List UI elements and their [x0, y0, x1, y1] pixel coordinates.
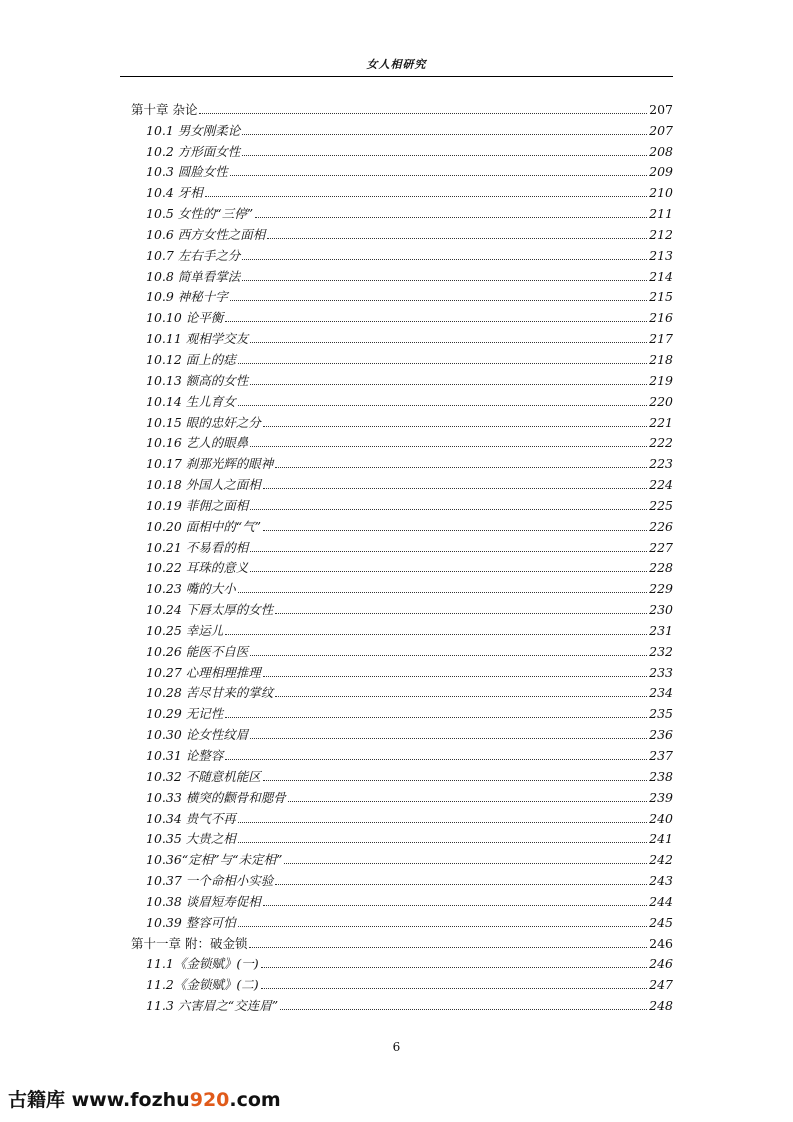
toc-leader-dots: [242, 134, 647, 135]
toc-entry-page: 231: [649, 622, 673, 638]
toc-leader-dots: [199, 113, 647, 114]
toc-entry-title: 10.32 不随意机能区: [146, 768, 261, 784]
toc-entry-title: 10.10 论平衡: [146, 310, 224, 326]
toc-chapter-entry[interactable]: [131, 930, 673, 951]
toc-entry-title: 10.13 额高的女性: [146, 372, 249, 388]
toc-section-entry[interactable]: [131, 409, 673, 430]
toc-section-entry[interactable]: [131, 471, 673, 492]
toc-entry-page: 212: [649, 226, 673, 242]
toc-leader-dots: [230, 300, 647, 301]
toc-entry-page: 244: [649, 893, 673, 909]
toc-leader-dots: [238, 842, 647, 843]
toc-entry-title: 11.1《金锁赋》(一): [146, 956, 259, 972]
toc-leader-dots: [238, 363, 647, 364]
toc-leader-dots: [288, 801, 647, 802]
toc-section-entry[interactable]: [131, 179, 673, 200]
toc-entry-page: 218: [649, 351, 673, 367]
toc-leader-dots: [250, 342, 647, 343]
toc-entry-page: 220: [649, 393, 673, 409]
header-rule: [120, 76, 673, 77]
toc-section-entry[interactable]: [131, 721, 673, 742]
toc-entry-page: 219: [649, 372, 673, 388]
toc-entry-title: 10.22 耳珠的意义: [146, 560, 249, 576]
toc-entry-title: 10.19 菲佣之面相: [146, 497, 249, 513]
toc-entry-page: 213: [649, 247, 673, 263]
toc-entry-title: 10.38 谈眉短寿促相: [146, 893, 261, 909]
toc-leader-dots: [250, 738, 647, 739]
toc-entry-page: 215: [649, 289, 673, 305]
toc-entry-title: 10.1 男女刚柔论: [146, 122, 241, 138]
toc-section-entry[interactable]: [131, 951, 673, 972]
site-watermark: [8, 1085, 281, 1112]
toc-entry-page: 241: [649, 831, 673, 847]
toc-entry-page: 246: [649, 956, 673, 972]
toc-leader-dots: [238, 592, 647, 593]
toc-entry-title: 10.5 女性的“三停”: [146, 206, 254, 222]
toc-leader-dots: [225, 759, 647, 760]
toc-section-entry[interactable]: [131, 867, 673, 888]
toc-section-entry[interactable]: [131, 492, 673, 513]
toc-section-entry[interactable]: [131, 242, 673, 263]
toc-section-entry[interactable]: [131, 888, 673, 909]
toc-leader-dots: [225, 321, 647, 322]
toc-entry-title: 10.6 西方女性之面相: [146, 226, 266, 242]
toc-leader-dots: [249, 947, 647, 948]
toc-entry-title: 10.9 神秘十字: [146, 289, 228, 305]
toc-entry-page: 208: [649, 143, 673, 159]
toc-leader-dots: [284, 863, 647, 864]
toc-section-entry[interactable]: [131, 700, 673, 721]
watermark-brand: 古籍库 www.fozhu: [8, 1089, 190, 1111]
toc-entry-title: 10.16 艺人的眼鼻: [146, 435, 249, 451]
toc-entry-page: 227: [649, 539, 673, 555]
toc-entry-title: 11.2《金锁赋》(二): [146, 977, 259, 993]
toc-entry-page: 226: [649, 518, 673, 534]
toc-entry-page: 247: [649, 977, 673, 993]
toc-section-entry[interactable]: [131, 200, 673, 221]
toc-leader-dots: [280, 1009, 647, 1010]
toc-leader-dots: [263, 676, 647, 677]
toc-entry-title: 10.20 面相中的“气”: [146, 518, 262, 534]
toc-leader-dots: [238, 822, 647, 823]
toc-entry-page: 230: [649, 602, 673, 618]
toc-section-entry[interactable]: [131, 909, 673, 930]
toc-entry-title: 10.4 牙相: [146, 185, 203, 201]
toc-section-entry[interactable]: [131, 325, 673, 346]
toc-entry-title: 10.26 能医不自医: [146, 643, 249, 659]
toc-entry-title: 10.14 生儿育女: [146, 393, 236, 409]
toc-section-entry[interactable]: [131, 596, 673, 617]
toc-section-entry[interactable]: [131, 513, 673, 534]
toc-entry-title: 10.30 论女性纹眉: [146, 727, 249, 743]
toc-section-entry[interactable]: [131, 263, 673, 284]
toc-entry-page: 235: [649, 706, 673, 722]
toc-entry-page: 248: [649, 998, 673, 1014]
toc-entry-page: 210: [649, 185, 673, 201]
toc-entry-title: 10.33 横突的颧骨和腮骨: [146, 789, 286, 805]
toc-leader-dots: [242, 259, 647, 260]
toc-entry-page: 223: [649, 456, 673, 472]
toc-entry-page: 242: [649, 852, 673, 868]
toc-entry-page: 222: [649, 435, 673, 451]
toc-section-entry[interactable]: [131, 117, 673, 138]
toc-section-entry[interactable]: [131, 367, 673, 388]
toc-leader-dots: [225, 717, 647, 718]
toc-leader-dots: [250, 384, 647, 385]
toc-entry-page: 243: [649, 873, 673, 889]
toc-leader-dots: [261, 967, 648, 968]
toc-leader-dots: [242, 280, 647, 281]
watermark-accent: 920: [189, 1089, 230, 1111]
toc-section-entry[interactable]: [131, 555, 673, 576]
toc-entry-page: 228: [649, 560, 673, 576]
toc-chapter-entry[interactable]: [131, 96, 673, 117]
toc-leader-dots: [230, 175, 647, 176]
toc-entry-page: 236: [649, 727, 673, 743]
toc-section-entry[interactable]: [131, 346, 673, 367]
toc-leader-dots: [205, 196, 647, 197]
toc-entry-title: 10.31 论整容: [146, 748, 224, 763]
toc-entry-title: 10.24 下唇太厚的女性: [146, 602, 274, 618]
toc-leader-dots: [275, 696, 647, 697]
toc-entry-title: 10.27 心理相理推理: [146, 664, 261, 680]
toc-entry-title: 10.28 苦尽甘来的掌纹: [146, 685, 274, 701]
toc-entry-title: 10.11 观相学交友: [146, 331, 249, 347]
toc-section-entry[interactable]: [131, 159, 673, 180]
toc-leader-dots: [250, 446, 647, 447]
toc-leader-dots: [263, 530, 647, 531]
toc-section-entry[interactable]: [131, 304, 673, 325]
toc-section-entry[interactable]: [131, 992, 673, 1013]
toc-leader-dots: [250, 571, 647, 572]
toc-leader-dots: [263, 426, 647, 427]
toc-section-entry[interactable]: [131, 430, 673, 451]
toc-leader-dots: [250, 509, 647, 510]
toc-entry-title: 10.8 简单看掌法: [146, 268, 241, 284]
toc-section-entry[interactable]: [131, 846, 673, 867]
toc-section-entry[interactable]: [131, 534, 673, 555]
toc-entry-page: 234: [649, 685, 673, 701]
toc-leader-dots: [263, 905, 647, 906]
toc-section-entry[interactable]: [131, 617, 673, 638]
toc-entry-page: 245: [649, 914, 673, 930]
toc-entry-page: 237: [649, 748, 673, 763]
toc-leader-dots: [263, 780, 647, 781]
table-of-contents: [131, 96, 673, 1013]
toc-entry-title: 10.21 不易看的相: [146, 539, 249, 555]
toc-entry-page: 214: [649, 268, 673, 284]
toc-entry-title: 第十一章 附：破金锁: [131, 935, 248, 951]
toc-entry-title: 10.23 嘴的大小: [146, 581, 236, 597]
toc-entry-title: 10.18 外国人之面相: [146, 477, 261, 493]
toc-entry-title: 第十章 杂论: [131, 101, 198, 117]
toc-entry-title: 10.36“定相”与“未定相”: [146, 852, 283, 868]
toc-entry-title: 10.15 眼的忠奸之分: [146, 414, 261, 430]
toc-entry-page: 207: [649, 122, 673, 138]
toc-section-entry[interactable]: [131, 742, 673, 763]
toc-entry-title: 10.39 整容可怕: [146, 914, 236, 930]
toc-leader-dots: [267, 238, 647, 239]
toc-entry-page: 229: [649, 581, 673, 597]
toc-entry-page: 209: [649, 164, 673, 180]
toc-entry-title: 11.3 六害眉之“交连眉”: [146, 998, 279, 1014]
toc-section-entry[interactable]: [131, 826, 673, 847]
toc-entry-title: 10.7 左右手之分: [146, 247, 241, 263]
toc-leader-dots: [250, 655, 647, 656]
toc-leader-dots: [261, 988, 648, 989]
toc-section-entry[interactable]: [131, 680, 673, 701]
toc-entry-title: 10.34 贵气不再: [146, 810, 236, 826]
toc-entry-page: 211: [649, 206, 673, 222]
toc-entry-page: 225: [649, 497, 673, 513]
toc-section-entry[interactable]: [131, 659, 673, 680]
toc-section-entry[interactable]: [131, 971, 673, 992]
toc-leader-dots: [238, 405, 647, 406]
toc-section-entry[interactable]: [131, 284, 673, 305]
toc-entry-title: 10.12 面上的痣: [146, 351, 236, 367]
toc-leader-dots: [275, 467, 647, 468]
toc-section-entry[interactable]: [131, 763, 673, 784]
toc-entry-title: 10.2 方形面女性: [146, 143, 241, 159]
toc-entry-title: 10.29 无记性: [146, 706, 224, 722]
toc-section-entry[interactable]: [131, 784, 673, 805]
toc-entry-page: 207: [649, 101, 673, 117]
toc-section-entry[interactable]: [131, 638, 673, 659]
toc-leader-dots: [275, 884, 647, 885]
toc-entry-page: 233: [649, 664, 673, 680]
running-header: 女人相研究: [366, 58, 427, 71]
toc-leader-dots: [263, 488, 647, 489]
toc-leader-dots: [225, 634, 647, 635]
toc-entry-title: 10.25 幸运儿: [146, 622, 224, 638]
toc-entry-title: 10.3 圆脸女性: [146, 164, 228, 180]
toc-entry-title: 10.37 一个命相小实验: [146, 873, 274, 889]
page-number: 6: [392, 1040, 401, 1054]
toc-leader-dots: [238, 926, 647, 927]
toc-section-entry[interactable]: [131, 138, 673, 159]
toc-entry-page: 217: [649, 331, 673, 347]
toc-section-entry[interactable]: [131, 450, 673, 471]
toc-entry-page: 221: [649, 414, 673, 430]
toc-entry-title: 10.17 刹那光辉的眼神: [146, 456, 274, 472]
toc-leader-dots: [242, 155, 647, 156]
toc-section-entry[interactable]: [131, 805, 673, 826]
toc-entry-page: 224: [649, 477, 673, 493]
watermark-suffix: .com: [229, 1089, 281, 1111]
toc-entry-page: 216: [649, 310, 673, 326]
toc-section-entry[interactable]: [131, 221, 673, 242]
toc-section-entry[interactable]: [131, 388, 673, 409]
toc-entry-page: 238: [649, 768, 673, 784]
toc-entry-page: 239: [649, 789, 673, 805]
toc-entry-title: 10.35 大贵之相: [146, 831, 236, 847]
toc-entry-page: 246: [649, 935, 673, 951]
toc-leader-dots: [255, 217, 647, 218]
toc-section-entry[interactable]: [131, 575, 673, 596]
toc-entry-page: 232: [649, 643, 673, 659]
toc-entry-page: 240: [649, 810, 673, 826]
toc-leader-dots: [250, 551, 647, 552]
toc-leader-dots: [275, 613, 647, 614]
